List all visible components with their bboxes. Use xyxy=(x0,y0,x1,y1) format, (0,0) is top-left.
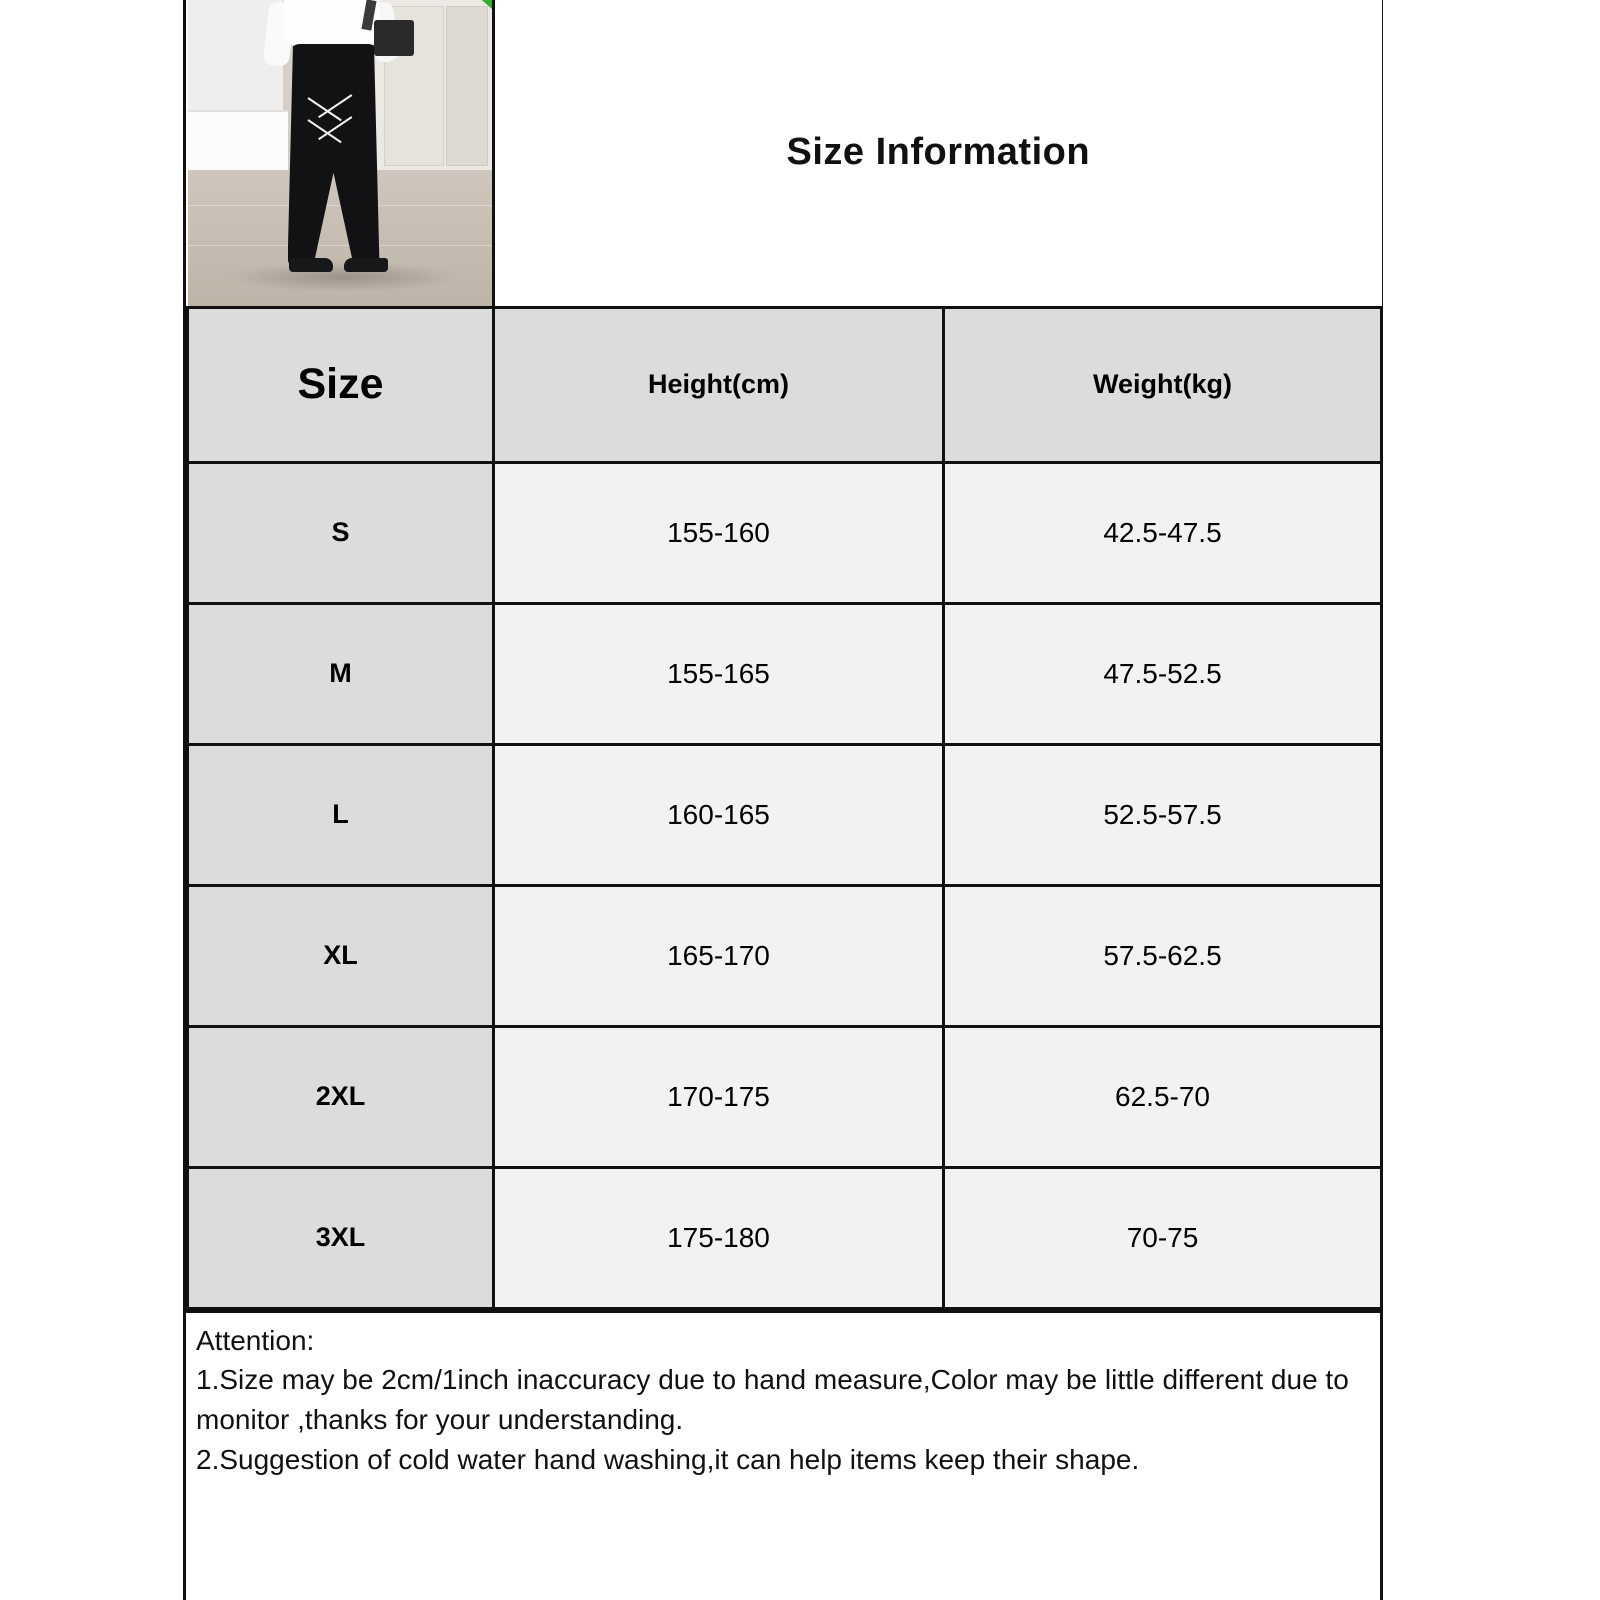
cell-height-xl: 165-170 xyxy=(494,885,944,1026)
cell-weight-l: 52.5-57.5 xyxy=(944,744,1382,885)
table-row xyxy=(188,885,1382,1026)
photo-lace-up-detail xyxy=(308,95,342,147)
page-title: Size Information xyxy=(786,131,1091,174)
cell-weight-2xl: 62.5-70 xyxy=(944,1026,1382,1167)
cell-weight-3xl: 70-75 xyxy=(944,1167,1382,1308)
photo-shoe-left xyxy=(289,258,333,272)
column-header-weight: Weight(kg) xyxy=(944,307,1382,462)
cell-height-3xl: 175-180 xyxy=(494,1167,944,1308)
model-photo-illustration xyxy=(188,0,494,307)
table-row-header-banner xyxy=(188,0,1382,307)
cell-size-l: L xyxy=(188,744,494,885)
cell-size-2xl: 2XL xyxy=(188,1026,494,1167)
cell-weight-m: 47.5-52.5 xyxy=(944,603,1382,744)
photo-shadow xyxy=(228,262,458,292)
table-row xyxy=(188,744,1382,885)
cell-size-xl: XL xyxy=(188,885,494,1026)
cell-height-2xl: 170-175 xyxy=(494,1026,944,1167)
cell-height-s: 155-160 xyxy=(494,462,944,603)
size-chart-container xyxy=(183,0,1383,1600)
column-header-size: Size xyxy=(188,307,494,462)
attention-line-1: 1.Size may be 2cm/1inch inaccuracy due to hand measure,Color may be little different due to monitor ,thanks for your understanding. xyxy=(196,1364,1349,1435)
photo-floor-line xyxy=(188,205,494,206)
cell-weight-s: 42.5-47.5 xyxy=(944,462,1382,603)
cell-weight-xl: 57.5-62.5 xyxy=(944,885,1382,1026)
cell-size-m: M xyxy=(188,603,494,744)
column-header-height: Height(cm) xyxy=(494,307,944,462)
size-information-table xyxy=(186,0,1383,1310)
photo-floor-line xyxy=(188,245,494,246)
cell-size-s: S xyxy=(188,462,494,603)
attention-line-2: 2.Suggestion of cold water hand washing,it can help items keep their shape. xyxy=(196,1443,1140,1475)
table-row xyxy=(188,1167,1382,1308)
cell-height-m: 155-165 xyxy=(494,603,944,744)
attention-note xyxy=(186,1310,1380,1480)
attention-heading: Attention: xyxy=(196,1324,315,1356)
cell-size-3xl: 3XL xyxy=(188,1167,494,1308)
table-row xyxy=(188,603,1382,744)
photo-door-right xyxy=(446,6,488,166)
photo-handbag xyxy=(374,20,414,56)
page-title-cell xyxy=(494,0,1382,307)
table-header-row xyxy=(188,307,1382,462)
product-photo xyxy=(188,0,494,307)
photo-shoe-right xyxy=(344,258,388,272)
photo-counter xyxy=(188,110,288,172)
cell-height-l: 160-165 xyxy=(494,744,944,885)
table-row xyxy=(188,462,1382,603)
table-row xyxy=(188,1026,1382,1167)
